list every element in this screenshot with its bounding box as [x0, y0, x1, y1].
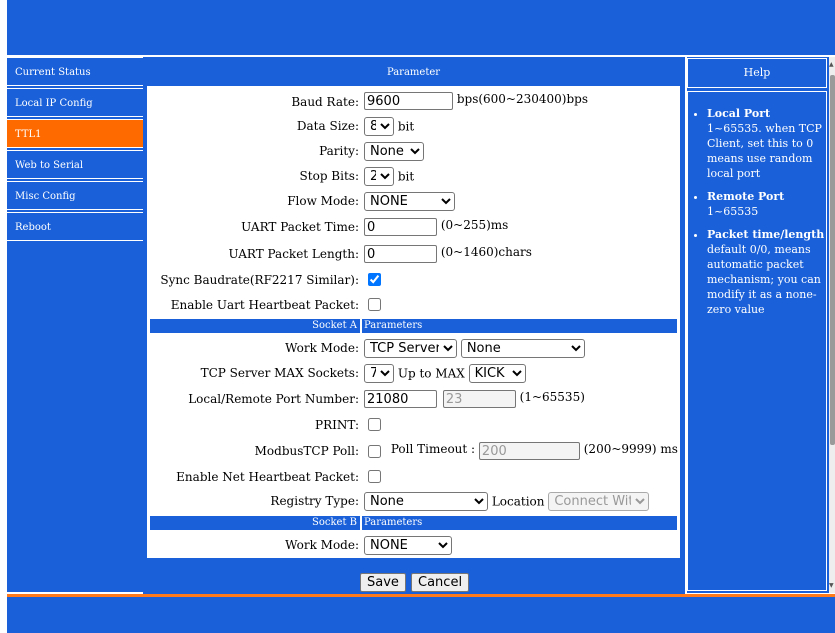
stop-bits-select[interactable]	[364, 167, 394, 186]
work-mode-a-row	[147, 340, 680, 362]
print-checkbox[interactable]	[368, 418, 381, 431]
work-mode-a-select[interactable]	[364, 339, 457, 358]
help-item-title: • Packet time/length	[707, 228, 825, 241]
max-sockets-mid-label: Up to MAX	[397, 366, 465, 381]
modbus-label: ModbusTCP Poll:	[254, 444, 359, 458]
flow-mode-select[interactable]	[364, 192, 455, 211]
poll-timeout-unit: (200~9999) ms	[583, 442, 678, 456]
baud-rate-input[interactable]	[364, 92, 453, 110]
print-label: PRINT:	[315, 418, 359, 432]
sidebar-item-current-status[interactable]: Current Status	[7, 57, 143, 86]
help-title: Help	[687, 58, 827, 88]
max-sockets-action-select[interactable]	[469, 364, 526, 383]
button-bar	[360, 571, 469, 592]
work-mode-b-row	[147, 537, 680, 559]
flow-mode-row	[147, 193, 680, 215]
socket-a-header	[150, 319, 677, 333]
help-item-text: 1~65535. when TCP Client, set this to 0 means use random local port	[707, 122, 822, 180]
help-item-title: • Local Port	[707, 107, 771, 120]
help-item-local-port	[707, 106, 827, 181]
packet-time-row	[147, 218, 680, 240]
packet-length-unit: (0~1460)chars	[440, 245, 532, 259]
scrollbar[interactable]	[829, 57, 835, 593]
sync-baud-label: Sync Baudrate(RF2217 Similar):	[160, 273, 359, 287]
uart-heartbeat-row	[147, 297, 680, 317]
data-size-row	[147, 118, 680, 140]
net-heartbeat-checkbox[interactable]	[368, 470, 381, 483]
baud-label: Baud Rate:	[291, 95, 359, 109]
sync-baud-row	[147, 272, 680, 292]
data-size-unit: bit	[397, 119, 415, 134]
packet-length-row	[147, 245, 680, 267]
scroll-down-icon[interactable]: ▼	[829, 582, 834, 589]
help-item-text: 1~65535	[707, 205, 759, 218]
packet-length-input[interactable]	[364, 245, 437, 263]
top-banner	[7, 0, 835, 55]
registry-type-select[interactable]	[364, 492, 488, 511]
help-item-title: • Remote Port	[707, 190, 785, 203]
location-select[interactable]	[548, 492, 649, 511]
packet-length-label: UART Packet Length:	[228, 247, 359, 261]
poll-timeout-input[interactable]	[479, 442, 580, 460]
uart-heartbeat-checkbox[interactable]	[368, 298, 381, 311]
work-mode-a-sub-select[interactable]	[461, 339, 585, 358]
help-item-remote-port	[707, 189, 827, 219]
flow-mode-label: Flow Mode:	[287, 194, 359, 208]
footer-bar	[7, 597, 835, 633]
cancel-button[interactable]: Cancel	[411, 573, 469, 592]
local-port-input[interactable]	[364, 390, 437, 408]
packet-time-unit: (0~255)ms	[440, 218, 509, 232]
socket-b-title: Socket B	[150, 516, 360, 530]
help-item-packet	[707, 227, 827, 317]
uart-heartbeat-label: Enable Uart Heartbeat Packet:	[170, 298, 359, 312]
parity-row	[147, 143, 680, 165]
socket-b-params-title: Parameters	[362, 516, 677, 530]
max-sockets-row	[147, 365, 680, 387]
work-mode-b-label: Work Mode:	[285, 538, 359, 552]
parity-label: Parity:	[319, 144, 359, 158]
sidebar	[7, 57, 143, 592]
sidebar-item-ttl1[interactable]: TTL1	[7, 119, 143, 148]
baud-unit: bps(600~230400)bps	[456, 92, 589, 106]
net-heartbeat-row	[147, 469, 680, 489]
socket-a-params-title: Parameters	[362, 319, 677, 333]
sidebar-item-local-ip-config[interactable]: Local IP Config	[7, 88, 143, 117]
socket-b-header	[150, 516, 677, 530]
help-list	[693, 106, 827, 325]
port-label: Local/Remote Port Number:	[188, 392, 359, 406]
port-row	[147, 390, 680, 412]
max-sockets-select[interactable]	[364, 364, 394, 383]
print-row	[147, 417, 680, 437]
stop-bits-row	[147, 168, 680, 190]
sidebar-item-misc-config[interactable]: Misc Config	[7, 181, 143, 210]
location-label: Location	[491, 494, 545, 509]
max-sockets-label: TCP Server MAX Sockets:	[200, 366, 359, 380]
baud-row	[147, 92, 680, 114]
port-unit: (1~65535)	[519, 390, 585, 404]
scrollbar-thumb[interactable]	[830, 75, 835, 445]
registry-label: Registry Type:	[270, 494, 359, 508]
sidebar-item-web-to-serial[interactable]: Web to Serial	[7, 150, 143, 179]
stop-bits-unit: bit	[397, 169, 415, 184]
work-mode-a-label: Work Mode:	[285, 341, 359, 355]
registry-row	[147, 493, 680, 515]
socket-a-title: Socket A	[150, 319, 360, 333]
modbus-checkbox[interactable]	[368, 445, 381, 458]
poll-timeout-label: Poll Timeout :	[390, 442, 476, 456]
net-heartbeat-label: Enable Net Heartbeat Packet:	[176, 470, 359, 484]
packet-time-label: UART Packet Time:	[241, 220, 359, 234]
scroll-up-icon[interactable]: ▲	[829, 61, 834, 68]
packet-time-input[interactable]	[364, 218, 437, 236]
sync-baud-checkbox[interactable]	[368, 273, 381, 286]
help-item-text: default 0/0, means automatic packet mechanism; you can modify it as a none-zero value	[707, 243, 821, 316]
parity-select[interactable]	[364, 142, 424, 161]
sidebar-item-reboot[interactable]: Reboot	[7, 212, 143, 241]
save-button[interactable]: Save	[360, 573, 406, 592]
modbus-row	[147, 442, 680, 464]
data-size-select[interactable]	[364, 117, 394, 136]
work-mode-b-select[interactable]	[364, 536, 452, 555]
stop-bits-label: Stop Bits:	[299, 169, 359, 183]
parameter-panel	[146, 58, 681, 559]
remote-port-input[interactable]	[443, 390, 516, 408]
data-size-label: Data Size:	[296, 119, 359, 133]
panel-title: Parameter	[147, 59, 680, 86]
